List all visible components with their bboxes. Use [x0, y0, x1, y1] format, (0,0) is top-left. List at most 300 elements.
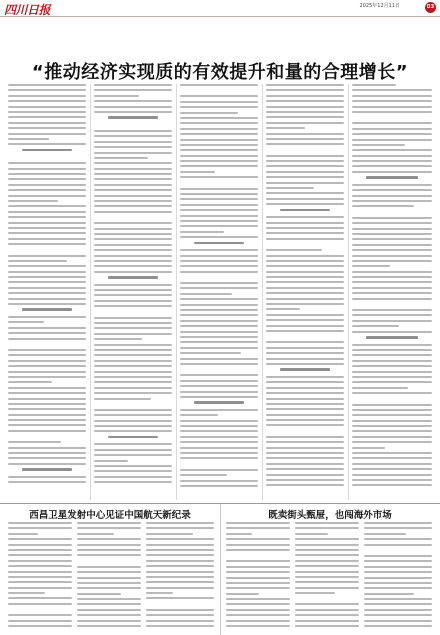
- text-line-placeholder: [352, 160, 432, 162]
- text-line-placeholder: [266, 116, 344, 118]
- text-line-placeholder: [352, 149, 432, 151]
- text-line-placeholder: [180, 414, 218, 416]
- text-line-placeholder: [295, 614, 359, 616]
- text-line-placeholder: [266, 171, 344, 173]
- text-line-placeholder: [352, 425, 432, 427]
- article-column-4: [266, 84, 344, 500]
- text-line-placeholder: [8, 321, 44, 323]
- bottom-left-column-3: [146, 522, 214, 632]
- text-line-placeholder: [8, 419, 86, 421]
- text-line-placeholder: [364, 555, 432, 557]
- text-line-placeholder: [352, 474, 432, 476]
- text-line-placeholder: [94, 349, 172, 351]
- bottom-right-headline: 既卖街头甄屉，也闯海外市场: [268, 510, 392, 521]
- text-line-placeholder: [146, 565, 214, 567]
- text-line-placeholder: [77, 593, 121, 595]
- text-line-placeholder: [226, 533, 252, 535]
- text-line-placeholder: [180, 391, 258, 393]
- text-line-placeholder: [180, 188, 258, 190]
- text-line-placeholder: [226, 549, 290, 551]
- text-line-placeholder: [8, 111, 86, 113]
- text-line-placeholder: [94, 244, 172, 246]
- text-line-placeholder: [94, 152, 172, 154]
- bottom-right-column-2: [295, 522, 359, 632]
- text-line-placeholder: [146, 592, 173, 594]
- text-line-placeholder: [266, 143, 344, 145]
- text-line-placeholder: [180, 139, 258, 141]
- text-line-placeholder: [352, 217, 432, 219]
- text-line-placeholder: [352, 184, 432, 186]
- text-line-placeholder: [266, 419, 344, 421]
- text-line-placeholder: [180, 385, 258, 387]
- text-line-placeholder: [180, 271, 258, 273]
- text-line-placeholder: [94, 89, 172, 91]
- text-line-placeholder: [364, 560, 432, 562]
- text-line-placeholder: [364, 571, 432, 573]
- text-line-placeholder: [180, 480, 258, 482]
- text-line-placeholder: [180, 160, 258, 162]
- text-line-placeholder: [180, 441, 258, 443]
- text-line-placeholder: [94, 443, 172, 445]
- text-line-placeholder: [352, 276, 432, 278]
- text-line-placeholder: [352, 325, 399, 327]
- text-line-placeholder: [226, 571, 290, 573]
- subhead-placeholder: [108, 116, 158, 119]
- text-line-placeholder: [8, 298, 86, 300]
- text-line-placeholder: [146, 538, 214, 540]
- text-line-placeholder: [352, 165, 432, 167]
- paragraph-gap: [266, 430, 344, 436]
- text-line-placeholder: [180, 112, 238, 114]
- text-line-placeholder: [8, 392, 86, 394]
- text-line-placeholder: [77, 566, 141, 568]
- text-line-placeholder: [352, 320, 432, 322]
- article-column-3: [180, 84, 258, 500]
- text-line-placeholder: [94, 376, 172, 378]
- text-line-placeholder: [295, 581, 359, 583]
- text-line-placeholder: [8, 338, 86, 340]
- text-line-placeholder: [352, 309, 432, 311]
- text-line-placeholder: [266, 287, 344, 289]
- text-line-placeholder: [8, 452, 86, 454]
- text-line-placeholder: [180, 128, 258, 130]
- text-line-placeholder: [8, 184, 86, 186]
- paragraph-gap: [266, 149, 344, 155]
- text-line-placeholder: [8, 463, 86, 465]
- text-line-placeholder: [352, 420, 432, 422]
- text-line-placeholder: [352, 298, 432, 300]
- paragraph-gap: [180, 463, 258, 469]
- text-line-placeholder: [180, 304, 258, 306]
- text-line-placeholder: [8, 549, 72, 551]
- text-line-placeholder: [266, 319, 344, 321]
- text-line-placeholder: [8, 89, 86, 91]
- text-line-placeholder: [180, 309, 258, 311]
- text-line-placeholder: [8, 211, 86, 213]
- text-line-placeholder: [8, 354, 86, 356]
- text-line-placeholder: [94, 387, 172, 389]
- text-line-placeholder: [352, 452, 432, 454]
- bottom-right-column-1: [226, 522, 290, 632]
- text-line-placeholder: [295, 549, 359, 551]
- text-line-placeholder: [180, 209, 258, 211]
- text-line-placeholder: [226, 603, 290, 605]
- text-line-placeholder: [180, 165, 258, 167]
- text-line-placeholder: [352, 133, 432, 135]
- text-line-placeholder: [266, 414, 344, 416]
- text-line-placeholder: [352, 392, 432, 394]
- text-line-placeholder: [352, 441, 432, 443]
- text-line-placeholder: [94, 284, 172, 286]
- text-line-placeholder: [146, 609, 214, 611]
- text-line-placeholder: [180, 231, 224, 233]
- text-line-placeholder: [8, 625, 72, 627]
- text-line-placeholder: [266, 463, 344, 465]
- text-line-placeholder: [352, 205, 414, 207]
- text-line-placeholder: [94, 414, 172, 416]
- text-line-placeholder: [94, 111, 172, 113]
- text-line-placeholder: [94, 95, 139, 97]
- text-line-placeholder: [94, 460, 128, 462]
- text-line-placeholder: [180, 425, 258, 427]
- text-line-placeholder: [295, 625, 359, 627]
- text-line-placeholder: [352, 100, 432, 102]
- text-line-placeholder: [180, 341, 258, 343]
- text-line-placeholder: [180, 155, 258, 157]
- text-line-placeholder: [146, 571, 214, 573]
- text-line-placeholder: [146, 614, 214, 616]
- text-line-placeholder: [146, 554, 214, 556]
- text-line-placeholder: [77, 598, 141, 600]
- article-column-1: [8, 84, 86, 500]
- paragraph-gap: [352, 211, 432, 217]
- text-line-placeholder: [94, 300, 172, 302]
- text-line-placeholder: [266, 292, 344, 294]
- text-line-placeholder: [8, 216, 86, 218]
- text-line-placeholder: [180, 265, 258, 267]
- text-line-placeholder: [180, 380, 258, 382]
- text-line-placeholder: [94, 195, 172, 197]
- text-line-placeholder: [8, 260, 67, 262]
- text-line-placeholder: [8, 349, 86, 351]
- text-line-placeholder: [8, 127, 86, 129]
- text-line-placeholder: [180, 469, 258, 471]
- text-line-placeholder: [180, 320, 258, 322]
- text-line-placeholder: [364, 614, 432, 616]
- text-line-placeholder: [180, 420, 258, 422]
- text-line-placeholder: [364, 603, 432, 605]
- text-line-placeholder: [266, 111, 344, 113]
- text-line-placeholder: [295, 620, 359, 622]
- text-line-placeholder: [226, 587, 290, 589]
- text-line-placeholder: [352, 354, 432, 356]
- text-line-placeholder: [352, 95, 432, 97]
- column-divider: [90, 84, 91, 500]
- text-line-placeholder: [352, 409, 432, 411]
- text-line-placeholder: [8, 457, 86, 459]
- text-line-placeholder: [77, 571, 141, 573]
- text-line-placeholder: [364, 620, 432, 622]
- text-line-placeholder: [8, 565, 72, 567]
- text-line-placeholder: [94, 381, 172, 383]
- text-line-placeholder: [266, 341, 344, 343]
- text-line-placeholder: [94, 200, 172, 202]
- subhead-placeholder: [108, 436, 158, 439]
- text-line-placeholder: [266, 133, 344, 135]
- text-line-placeholder: [352, 381, 432, 383]
- text-line-placeholder: [352, 144, 405, 146]
- text-line-placeholder: [266, 95, 344, 97]
- text-line-placeholder: [226, 614, 290, 616]
- text-line-placeholder: [8, 173, 86, 175]
- text-line-placeholder: [364, 538, 432, 540]
- text-line-placeholder: [94, 409, 172, 411]
- text-line-placeholder: [180, 95, 258, 97]
- text-line-placeholder: [266, 381, 344, 383]
- text-line-placeholder: [94, 327, 172, 329]
- text-line-placeholder: [180, 133, 258, 135]
- subhead-placeholder: [22, 308, 72, 311]
- text-line-placeholder: [352, 479, 432, 481]
- text-line-placeholder: [266, 122, 344, 124]
- text-line-placeholder: [352, 468, 432, 470]
- text-line-placeholder: [8, 441, 61, 443]
- text-line-placeholder: [352, 436, 432, 438]
- text-line-placeholder: [8, 481, 86, 483]
- paragraph-gap: [352, 398, 432, 404]
- text-line-placeholder: [295, 527, 359, 529]
- text-line-placeholder: [266, 281, 344, 283]
- text-line-placeholder: [94, 454, 172, 456]
- text-line-placeholder: [8, 238, 86, 240]
- text-line-placeholder: [77, 620, 141, 622]
- text-line-placeholder: [8, 597, 72, 599]
- text-line-placeholder: [226, 609, 290, 611]
- text-line-placeholder: [352, 271, 432, 273]
- text-line-placeholder: [180, 430, 258, 432]
- text-line-placeholder: [8, 592, 45, 594]
- text-line-placeholder: [94, 344, 172, 346]
- text-line-placeholder: [8, 222, 86, 224]
- text-line-placeholder: [8, 376, 86, 378]
- text-line-placeholder: [8, 133, 86, 135]
- text-line-placeholder: [352, 255, 432, 257]
- text-line-placeholder: [352, 189, 432, 191]
- text-line-placeholder: [266, 138, 344, 140]
- text-line-placeholder: [180, 336, 258, 338]
- text-line-placeholder: [295, 609, 359, 611]
- text-line-placeholder: [266, 447, 344, 449]
- text-line-placeholder: [266, 352, 344, 354]
- text-line-placeholder: [94, 289, 172, 291]
- text-line-placeholder: [352, 344, 432, 346]
- text-line-placeholder: [180, 396, 258, 398]
- text-line-placeholder: [8, 327, 86, 329]
- text-line-placeholder: [8, 544, 72, 546]
- subhead-placeholder: [366, 176, 417, 179]
- text-line-placeholder: [180, 236, 258, 238]
- text-line-placeholder: [180, 287, 258, 289]
- text-line-placeholder: [8, 116, 86, 118]
- text-line-placeholder: [180, 84, 258, 86]
- paragraph-gap: [146, 603, 214, 609]
- text-line-placeholder: [364, 577, 432, 579]
- text-line-placeholder: [266, 227, 344, 229]
- text-line-placeholder: [352, 200, 432, 202]
- text-line-placeholder: [266, 457, 344, 459]
- text-line-placeholder: [94, 338, 142, 340]
- text-line-placeholder: [8, 232, 86, 234]
- text-line-placeholder: [180, 117, 258, 119]
- text-line-placeholder: [8, 560, 72, 562]
- text-line-placeholder: [352, 484, 432, 486]
- bottom-left-column-2: [77, 522, 141, 632]
- text-line-placeholder: [352, 314, 432, 316]
- text-line-placeholder: [266, 392, 344, 394]
- newspaper-logo: 四川日报: [4, 3, 51, 17]
- subhead-placeholder: [22, 149, 72, 152]
- text-line-placeholder: [226, 527, 290, 529]
- text-line-placeholder: [146, 533, 193, 535]
- text-line-placeholder: [146, 527, 214, 529]
- text-line-placeholder: [77, 625, 141, 627]
- text-line-placeholder: [180, 363, 258, 365]
- text-line-placeholder: [352, 106, 432, 108]
- text-line-placeholder: [295, 522, 359, 524]
- text-line-placeholder: [295, 560, 359, 562]
- text-line-placeholder: [266, 160, 344, 162]
- text-line-placeholder: [77, 538, 141, 540]
- text-line-placeholder: [266, 452, 344, 454]
- text-line-placeholder: [146, 597, 214, 599]
- bottom-section-divider: [220, 504, 221, 635]
- text-line-placeholder: [352, 249, 432, 251]
- text-line-placeholder: [77, 533, 114, 535]
- text-line-placeholder: [226, 593, 259, 595]
- text-line-placeholder: [8, 614, 72, 616]
- text-line-placeholder: [266, 265, 344, 267]
- text-line-placeholder: [226, 544, 290, 546]
- text-line-placeholder: [8, 381, 52, 383]
- text-line-placeholder: [8, 620, 72, 622]
- text-line-placeholder: [8, 271, 86, 273]
- paragraph-gap: [94, 311, 172, 317]
- text-line-placeholder: [226, 582, 290, 584]
- text-line-placeholder: [180, 474, 227, 476]
- text-line-placeholder: [8, 84, 86, 86]
- text-line-placeholder: [266, 187, 314, 189]
- text-line-placeholder: [94, 481, 172, 483]
- subhead-placeholder: [22, 468, 72, 471]
- column-divider: [262, 84, 263, 500]
- text-line-placeholder: [180, 260, 258, 262]
- text-line-placeholder: [266, 358, 344, 360]
- text-line-placeholder: [8, 403, 86, 405]
- text-line-placeholder: [266, 89, 344, 91]
- text-line-placeholder: [352, 128, 432, 130]
- text-line-placeholder: [8, 316, 86, 318]
- text-line-placeholder: [94, 360, 172, 362]
- text-line-placeholder: [8, 571, 72, 573]
- text-line-placeholder: [266, 203, 344, 205]
- text-line-placeholder: [8, 430, 86, 432]
- text-line-placeholder: [77, 609, 141, 611]
- text-line-placeholder: [94, 178, 172, 180]
- text-line-placeholder: [94, 322, 172, 324]
- text-line-placeholder: [352, 371, 432, 373]
- text-line-placeholder: [295, 571, 359, 573]
- text-line-placeholder: [146, 560, 214, 562]
- text-line-placeholder: [266, 314, 344, 316]
- text-line-placeholder: [266, 249, 322, 251]
- text-line-placeholder: [352, 89, 432, 91]
- text-line-placeholder: [94, 333, 172, 335]
- text-line-placeholder: [180, 409, 258, 411]
- text-line-placeholder: [266, 474, 344, 476]
- text-line-placeholder: [352, 447, 385, 449]
- text-line-placeholder: [8, 360, 86, 362]
- text-line-placeholder: [8, 189, 86, 191]
- text-line-placeholder: [266, 330, 344, 332]
- text-line-placeholder: [352, 228, 432, 230]
- text-line-placeholder: [295, 544, 359, 546]
- text-line-placeholder: [8, 398, 86, 400]
- text-line-placeholder: [94, 317, 172, 319]
- text-line-placeholder: [352, 331, 432, 333]
- text-line-placeholder: [8, 576, 72, 578]
- text-line-placeholder: [8, 178, 86, 180]
- text-line-placeholder: [266, 192, 344, 194]
- text-line-placeholder: [180, 144, 258, 146]
- column-divider: [176, 84, 177, 500]
- text-line-placeholder: [266, 198, 344, 200]
- text-line-placeholder: [352, 238, 432, 240]
- bottom-left-headline: 西昌卫星发射中心见证中国航天新纪录: [29, 510, 191, 521]
- text-line-placeholder: [8, 414, 86, 416]
- text-line-placeholder: [77, 577, 141, 579]
- article-column-2: [94, 84, 172, 500]
- text-line-placeholder: [352, 287, 432, 289]
- text-line-placeholder: [8, 205, 86, 207]
- text-line-placeholder: [266, 303, 344, 305]
- text-line-placeholder: [180, 220, 258, 222]
- text-line-placeholder: [352, 139, 432, 141]
- text-line-placeholder: [352, 404, 432, 406]
- text-line-placeholder: [94, 168, 172, 170]
- main-headline: “推动经济实现质的有效提升和量的合理增长”: [31, 62, 409, 83]
- text-line-placeholder: [94, 173, 172, 175]
- text-line-placeholder: [94, 425, 172, 427]
- text-line-placeholder: [180, 249, 258, 251]
- text-line-placeholder: [352, 195, 432, 197]
- text-line-placeholder: [295, 603, 359, 605]
- text-line-placeholder: [364, 587, 432, 589]
- text-line-placeholder: [94, 465, 172, 467]
- text-line-placeholder: [8, 447, 86, 449]
- text-line-placeholder: [8, 106, 86, 108]
- text-line-placeholder: [295, 576, 359, 578]
- text-line-placeholder: [266, 403, 344, 405]
- text-line-placeholder: [226, 560, 290, 562]
- text-line-placeholder: [8, 243, 86, 245]
- text-line-placeholder: [8, 533, 38, 535]
- text-line-placeholder: [180, 282, 258, 284]
- text-line-placeholder: [146, 544, 214, 546]
- text-line-placeholder: [180, 101, 258, 103]
- text-line-placeholder: [266, 398, 344, 400]
- text-line-placeholder: [266, 176, 344, 178]
- text-line-placeholder: [8, 365, 86, 367]
